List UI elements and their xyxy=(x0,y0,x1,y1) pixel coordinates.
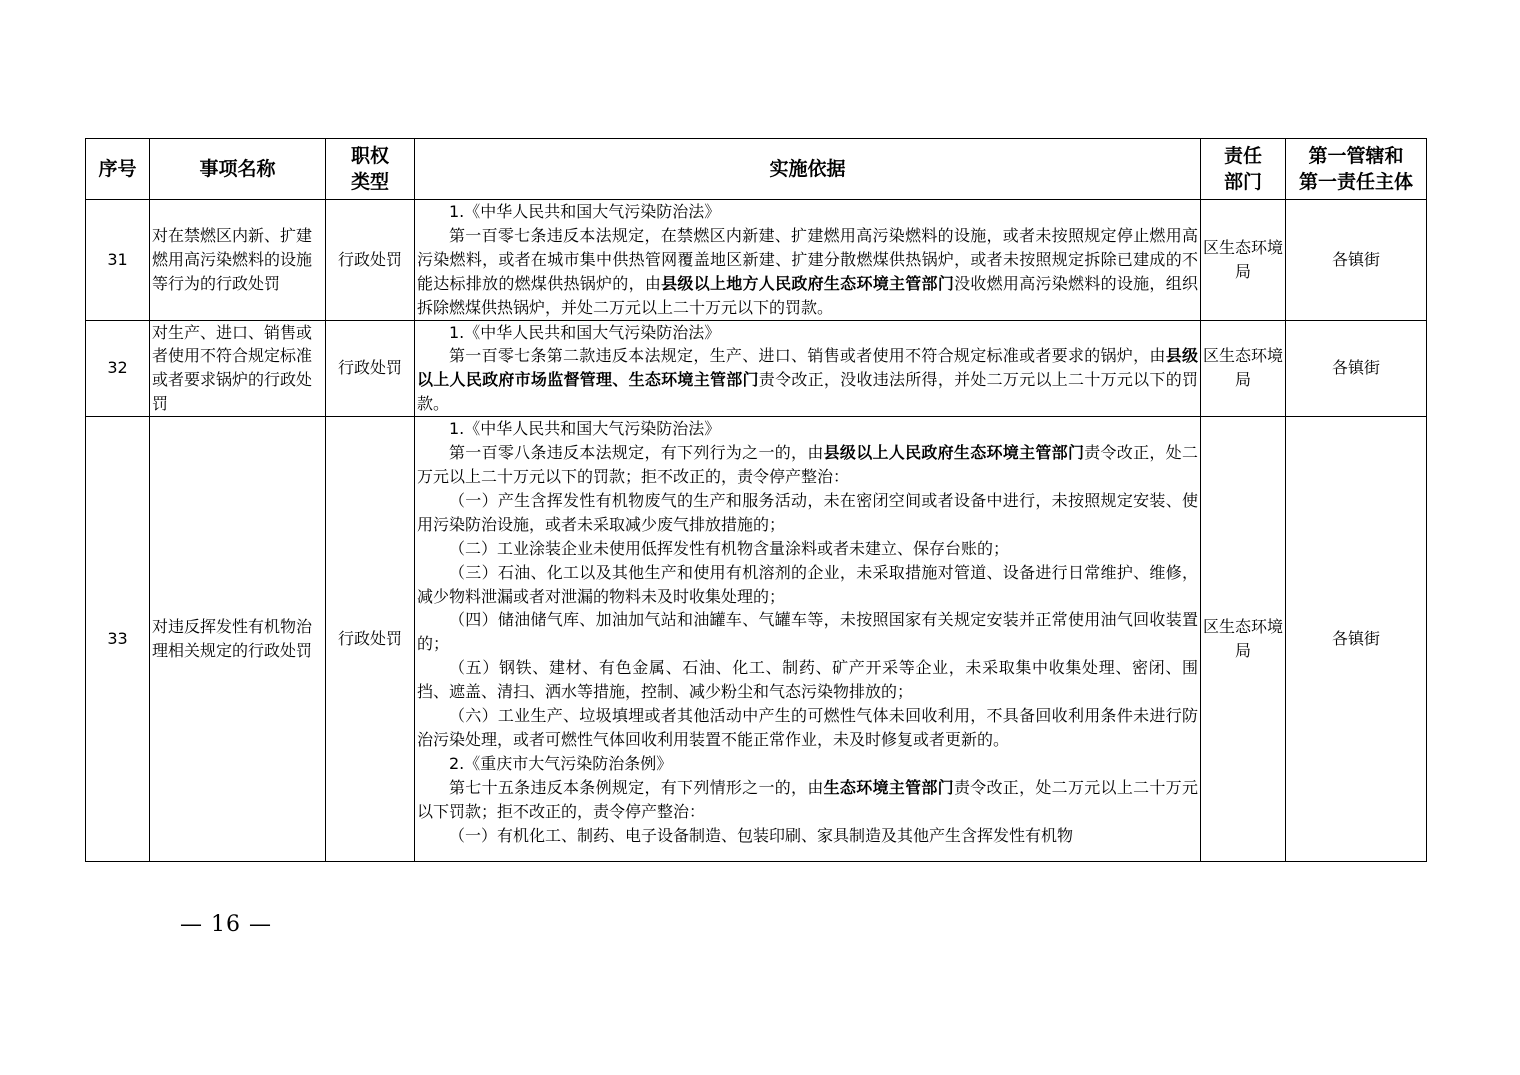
header-row xyxy=(86,139,1427,200)
header-dept xyxy=(1201,139,1286,200)
row-number: 31 xyxy=(86,200,150,321)
basis-paragraph: 第一百零七条第二款违反本法规定，生产、进口、销售或者使用不符合规定标准或者要求的锅炉，由县级以上人民政府市场监督管理、生态环境主管部门责令改正，没收违法所得，并处二万元以上二十万元以下的罚款。 xyxy=(417,346,1198,414)
header-name: 事项名称 xyxy=(150,139,326,200)
basis-paragraph: （五）钢铁、建材、有色金属、石油、化工、制药、矿产开采等企业，未采取集中收集处理、密闭、围挡、遮盖、清扫、洒水等措施，控制、减少粉尘和气态污染物排放的； xyxy=(417,658,1198,702)
basis-paragraph: （三）石油、化工以及其他生产和使用有机溶剂的企业，未采取措施对管道、设备进行日常维护、维修，减少物料泄漏或者对泄漏的物料未及时收集处理的； xyxy=(417,562,1198,606)
basis-paragraph: 第七十五条违反本条例规定，有下列情形之一的，由生态环境主管部门责令改正，处二万元以上二十万元以下罚款；拒不改正的，责令停产整治： xyxy=(417,777,1198,821)
basis-content xyxy=(417,417,1198,861)
row-number: 32 xyxy=(86,320,150,417)
implementation-basis xyxy=(415,417,1201,862)
document-table xyxy=(85,138,1427,862)
item-name: 对违反挥发性有机物治理相关规定的行政处罚 xyxy=(150,417,326,862)
basis-paragraph: （一）有机化工、制药、电子设备制造、包装印刷、家具制造及其他产生含挥发性有机物 xyxy=(449,825,1074,845)
responsible-department: 区生态环境局 xyxy=(1201,417,1286,862)
header-type-line1: 职权 xyxy=(350,145,389,167)
basis-paragraph: （二）工业涂装企业未使用低挥发性有机物含量涂料或者未建立、保存台账的； xyxy=(449,538,1010,558)
basis-paragraph: 1.《中华人民共和国大气污染防治法》 xyxy=(449,322,721,342)
responsible-department: 区生态环境局 xyxy=(1201,200,1286,321)
table-header xyxy=(86,139,1427,200)
table-row xyxy=(86,320,1427,417)
first-responsible-subject: 各镇街 xyxy=(1286,320,1427,417)
authority-type: 行政处罚 xyxy=(326,417,415,862)
header-basis: 实施依据 xyxy=(415,139,1201,200)
header-type-line2: 类型 xyxy=(350,171,389,193)
header-subject-line1: 第一管辖和 xyxy=(1308,145,1404,167)
header-subject xyxy=(1286,139,1427,200)
page-number: — 16 — xyxy=(180,912,272,937)
implementation-basis xyxy=(415,320,1201,417)
header-type xyxy=(326,139,415,200)
basis-paragraph: （四）储油储气库、加油加气站和油罐车、气罐车等，未按照国家有关规定安装并正常使用油气回收装置的； xyxy=(417,610,1198,654)
row-number: 33 xyxy=(86,417,150,862)
basis-paragraph: 1.《中华人民共和国大气污染防治法》 xyxy=(449,202,721,221)
basis-paragraph: （一）产生含挥发性有机物废气的生产和服务活动，未在密闭空间或者设备中进行，未按照规定安装、使用污染防治设施，或者未采取减少废气排放措施的； xyxy=(417,490,1198,534)
header-dept-line1: 责任 xyxy=(1223,145,1262,167)
basis-paragraph: 1.《中华人民共和国大气污染防治法》 xyxy=(449,419,721,439)
item-name: 对在禁燃区内新、扩建燃用高污染燃料的设施等行为的行政处罚 xyxy=(150,200,326,321)
table-row xyxy=(86,417,1427,862)
basis-bold-authority: 县级以上人民政府市场监督管理、生态环境主管部门 xyxy=(417,346,1198,390)
table-row xyxy=(86,200,1427,321)
basis-paragraph: 第一百零七条违反本法规定，在禁燃区内新建、扩建燃用高污染燃料的设施，或者未按照规定停止燃用高污染燃料，或者在城市集中供热管网覆盖地区新建、扩建分散燃煤供热锅炉，或者未按照规定拆除已建成的不能达标排放的燃煤供热锅炉的，由县级以上地方人民政府生态环境主管部门没收燃用高污染燃料的设施，组织拆除燃煤供热锅炉，并处二万元以上二十万元以下的罚款。 xyxy=(417,225,1198,317)
basis-paragraph: （六）工业生产、垃圾填埋或者其他活动中产生的可燃性气体未回收利用，不具备回收利用条件未进行防治污染处理，或者可燃性气体回收利用装置不能正常作业，未及时修复或者更新的。 xyxy=(417,706,1198,749)
authority-type: 行政处罚 xyxy=(326,320,415,417)
basis-paragraph: 第一百零八条违反本法规定，有下列行为之一的，由县级以上人民政府生态环境主管部门责令改正，处二万元以上二十万元以下的罚款；拒不改正的，责令停产整治： xyxy=(417,443,1198,486)
header-subject-line2: 第一责任主体 xyxy=(1298,171,1413,193)
item-name: 对生产、进口、销售或者使用不符合规定标准或者要求锅炉的行政处罚 xyxy=(150,320,326,417)
basis-paragraph: 2.《重庆市大气污染防治条例》 xyxy=(449,753,673,773)
implementation-basis xyxy=(415,200,1201,321)
responsible-department: 区生态环境局 xyxy=(1201,320,1286,417)
first-responsible-subject: 各镇街 xyxy=(1286,200,1427,321)
header-no: 序号 xyxy=(86,139,150,200)
first-responsible-subject: 各镇街 xyxy=(1286,417,1427,862)
basis-bold-authority: 县级以上人民政府生态环境主管部门 xyxy=(823,443,1085,463)
authority-type: 行政处罚 xyxy=(326,200,415,321)
basis-bold-authority: 县级以上地方人民政府生态环境主管部门 xyxy=(661,273,955,293)
header-dept-line2: 部门 xyxy=(1223,171,1262,193)
basis-bold-authority: 生态环境主管部门 xyxy=(823,777,954,797)
